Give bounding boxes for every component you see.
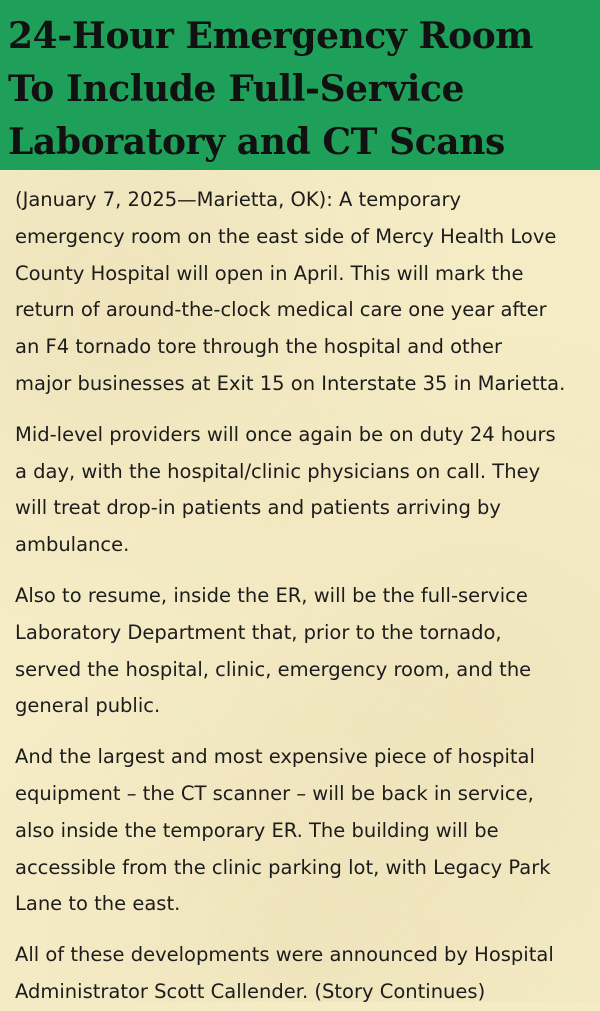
paragraph-line: ambulance.	[15, 533, 130, 557]
paragraph-line: a day, with the hospital/clinic physicians on call. They	[15, 459, 541, 483]
paragraph-line: an F4 tornado tore through the hospital and other	[15, 335, 503, 359]
headline-banner	[0, 0, 600, 170]
article-paragraph-ct-scanner	[15, 739, 586, 923]
paragraph-line: major businesses at Exit 15 on Interstate 35 in Marietta.	[15, 371, 566, 395]
paragraph-line: general public.	[15, 694, 161, 718]
paragraph-line: served the hospital, clinic, emergency room, and the	[15, 657, 532, 681]
paragraph-line: And the largest and most expensive piece of hospital	[15, 745, 535, 769]
article-paragraph-announcement	[15, 937, 586, 1011]
headline-line: Laboratory and CT Scans	[8, 121, 505, 163]
article-paragraph-dateline	[15, 182, 586, 403]
paragraph-line: equipment – the CT scanner – will be back in service,	[15, 781, 534, 805]
paragraph-line: will treat drop-in patients and patients arriving by	[15, 496, 501, 520]
paragraph-line: accessible from the clinic parking lot, with Legacy Park	[15, 855, 551, 879]
headline-line: 24-Hour Emergency Room	[8, 15, 533, 57]
headline	[8, 10, 594, 169]
paragraph-line: County Hospital will open in April. This will mark the	[15, 261, 524, 285]
paragraph-line: emergency room on the east side of Mercy Health Love	[15, 224, 557, 248]
paragraph-line: All of these developments were announced by Hospital	[15, 943, 554, 967]
article-paragraph-providers	[15, 417, 586, 564]
paragraph-line: (January 7, 2025—Marietta, OK): A temporary	[15, 188, 462, 211]
article-body	[0, 170, 600, 1011]
paragraph-line: also inside the temporary ER. The building will be	[15, 818, 499, 842]
paragraph-line: Administrator Scott Callender. (Story Continues)	[15, 979, 486, 1003]
paragraph-line: Laboratory Department that, prior to the tornado,	[15, 620, 502, 644]
paragraph-line: Mid-level providers will once again be on duty 24 hours	[15, 422, 556, 446]
paragraph-line: return of around-the-clock medical care one year after	[15, 298, 547, 322]
article-paragraph-laboratory	[15, 578, 586, 725]
paragraph-line: Lane to the east.	[15, 892, 181, 916]
paragraph-line: Also to resume, inside the ER, will be the full-service	[15, 583, 528, 607]
headline-line: To Include Full-Service	[8, 68, 465, 110]
